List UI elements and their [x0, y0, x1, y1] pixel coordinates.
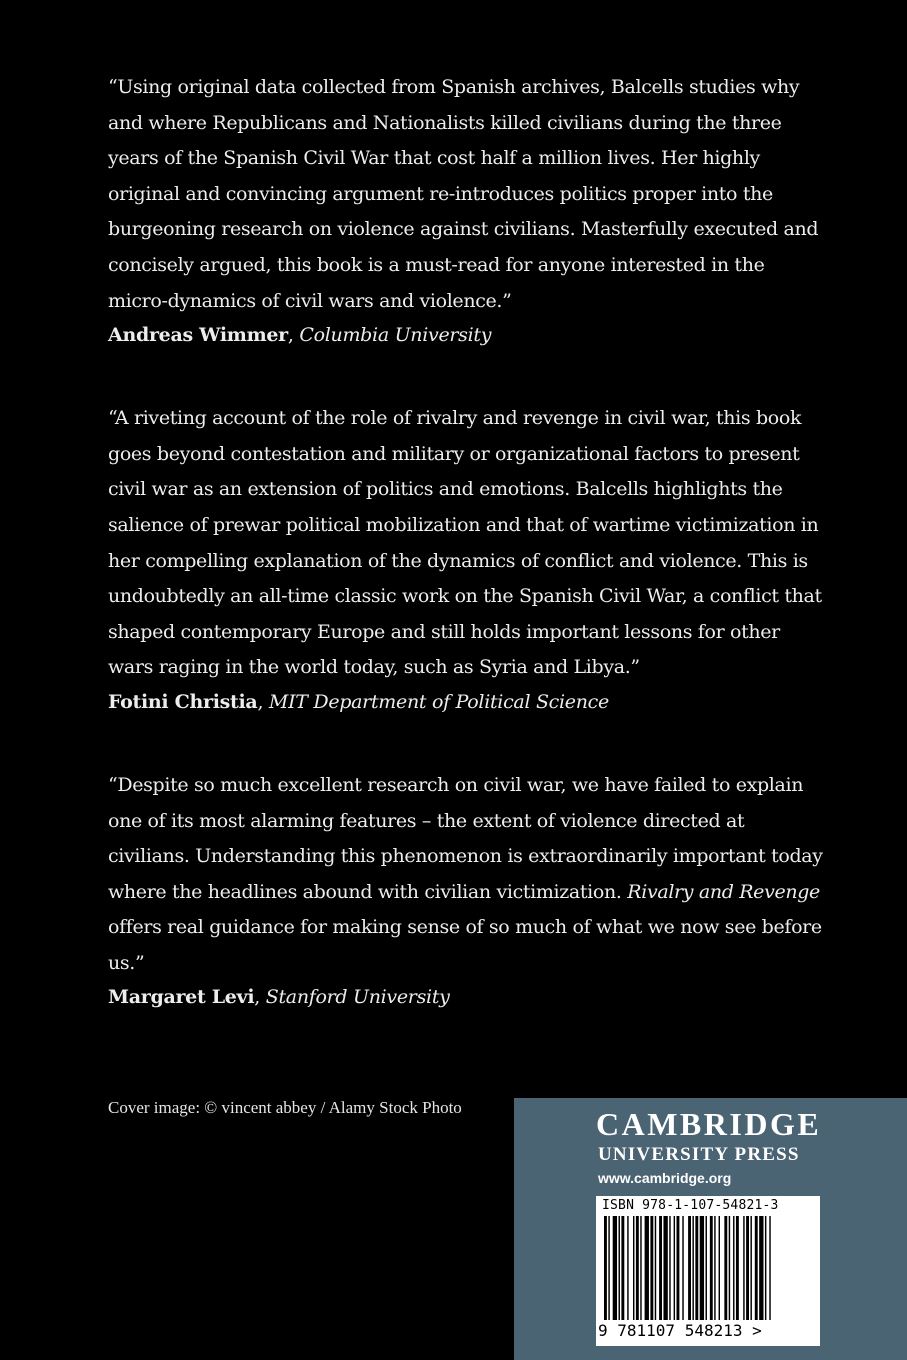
- barcode-bar: [743, 1216, 744, 1320]
- barcode-bar: [655, 1216, 656, 1320]
- barcode-bar: [714, 1216, 715, 1320]
- endorsement-1: [108, 70, 828, 351]
- endorsement-attribution: Fotini Christia, MIT Department of Political Science: [108, 690, 609, 713]
- barcode-bar: [682, 1216, 683, 1320]
- barcode-bar: [759, 1216, 763, 1320]
- endorsement-attribution: Margaret Levi, Stanford University: [108, 986, 450, 1009]
- barcode-bar: [659, 1216, 662, 1320]
- barcode-bar: [621, 1216, 624, 1320]
- barcode-bar: [769, 1216, 770, 1320]
- barcode-bar: [706, 1216, 707, 1320]
- barcode-bar: [645, 1216, 649, 1320]
- barcode-bar: [765, 1216, 766, 1320]
- barcode-bar: [608, 1216, 609, 1320]
- barcode-bar: [619, 1216, 620, 1320]
- cover-image-credit: Cover image: © vincent abbey / Alamy Stock Photo: [108, 1098, 462, 1117]
- barcode-bar: [636, 1216, 639, 1320]
- barcode-bar: [677, 1216, 680, 1320]
- barcode-bar: [736, 1216, 739, 1320]
- endorser-affiliation: MIT Department of Political Science: [268, 690, 609, 713]
- publisher-url: www.cambridge.org: [598, 1170, 732, 1186]
- barcode-bar: [627, 1216, 628, 1320]
- barcode-bar: [724, 1216, 727, 1320]
- barcode-bar: [719, 1216, 720, 1320]
- barcode-bar: [733, 1216, 734, 1320]
- barcode-bar: [650, 1216, 653, 1320]
- publisher-name: CAMBRIDGE: [596, 1106, 822, 1142]
- quote-text-part: offers real guidance for making sense of so much of what we now see before us.”: [108, 916, 822, 974]
- barcode-bar: [755, 1216, 758, 1320]
- endorsement-quote: “Using original data collected from Spanish archives, Balcells studies why and where Republicans and Nationalists killed civilians during the three years of the Spanish Civil War that cost half a million lives. Her highly original and convincing argument re-introduces politics proper into the burgeoning research on violence against civilians. Masterfully executed and concisely argued, this book is a must-read for anyone interested in the micro-dynamics of civil wars and violence.”: [108, 76, 819, 312]
- barcode-bar: [710, 1216, 713, 1320]
- barcode-bar: [640, 1216, 641, 1320]
- endorsement-3: [108, 768, 828, 1014]
- barcode-bar: [613, 1216, 617, 1320]
- barcode-bar: [750, 1216, 751, 1320]
- barcode-bar: [688, 1216, 691, 1320]
- barcode-icon: [604, 1216, 812, 1322]
- endorsement-2: [108, 401, 828, 718]
- barcode-bar: [746, 1216, 749, 1320]
- endorsement-quote: “A riveting account of the role of rivalry and revenge in civil war, this book goes beyond contestation and military or organizational factors to present civil war as an extension of politics and emotions. Balcells highlights the salience of prewar political mobilization and that of wartime victimization in her compelling explanation of the dynamics of conflict and violence. This is undoubtedly an all-time classic work on the Spanish Civil War, a conflict that shaped contemporary Europe and still holds important lessons for other wars raging in the world today, such as Syria and Libya.”: [108, 407, 822, 679]
- endorser-name: Fotini Christia: [108, 690, 258, 713]
- barcode-bar: [674, 1216, 675, 1320]
- barcode-bar: [692, 1216, 693, 1320]
- barcode-digits: 9 781107 548213 >: [598, 1321, 762, 1340]
- publisher-panel: [514, 1098, 907, 1360]
- endorser-affiliation: Stanford University: [265, 986, 450, 1009]
- endorser-name: Andreas Wimmer: [108, 324, 288, 347]
- barcode-bar: [729, 1216, 730, 1320]
- barcode-bar: [604, 1216, 607, 1320]
- barcode-bar: [633, 1216, 634, 1320]
- endorser-affiliation: Columbia University: [299, 324, 492, 347]
- endorsement-attribution: Andreas Wimmer, Columbia University: [108, 324, 492, 347]
- barcode-bar: [669, 1216, 670, 1320]
- publisher-press: UNIVERSITY PRESS: [598, 1144, 800, 1165]
- barcode-bar: [695, 1216, 698, 1320]
- barcode-bar: [663, 1216, 667, 1320]
- barcode-bar: [700, 1216, 704, 1320]
- isbn-barcode: [596, 1196, 820, 1346]
- isbn-label: ISBN 978-1-107-54821-3: [602, 1198, 779, 1213]
- quote-text-part: “Despite so much excellent research on civil war, we have failed to explain one of its most alarming features – the extent of violence directed at civilians. Understanding this phenomenon is extraordinarily important today where the headlines abound with civilian victimization.: [108, 773, 823, 903]
- endorsement-quote: [108, 768, 828, 982]
- endorsements: [108, 70, 828, 1063]
- book-title-italic: Rivalry and Revenge: [627, 880, 820, 903]
- endorser-name: Margaret Levi: [108, 986, 255, 1009]
